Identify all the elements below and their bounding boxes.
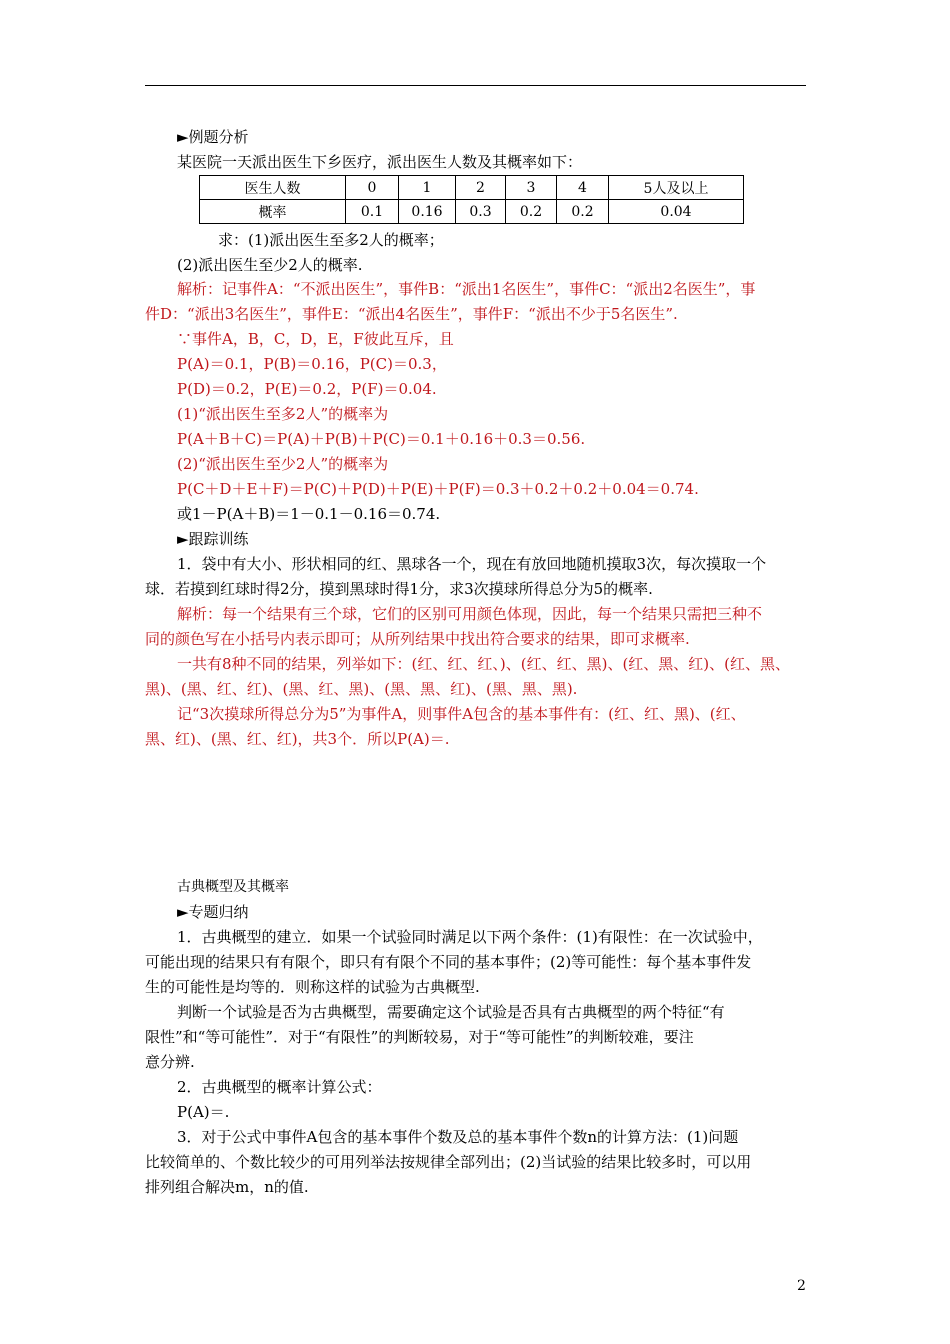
summary-line: 限性”和“等可能性”．对于“有限性”的判断较易，对于“等可能性”的判断较难，要注 — [145, 1028, 694, 1046]
table-row — [200, 200, 744, 224]
page-number: 2 — [797, 1278, 806, 1294]
table-cell: 2 — [456, 176, 506, 200]
summary-line: 判断一个试验是否为古典概型，需要确定这个试验是否具有古典概型的两个特征“有 — [177, 1003, 725, 1021]
practice-solution-line: 解析：每一个结果有三个球，它们的区别可用颜色体现，因此，每一个结果只需把三种不 — [177, 605, 763, 623]
summary-heading: ►专题归纳 — [177, 903, 249, 921]
table-cell: 0.1 — [346, 200, 399, 224]
table-cell: 概率 — [200, 200, 346, 224]
solution-line: (1)“派出医生至多2人”的概率为 — [177, 405, 389, 423]
table-row — [200, 176, 744, 200]
header-rule — [145, 85, 806, 86]
practice-solution-line: 记“3次摸球所得总分为5”为事件A，则事件A包含的基本事件有：(红、红、黑)、(红、 — [177, 705, 746, 723]
practice-heading: ►跟踪训练 — [177, 530, 249, 548]
table-cell: 0.2 — [506, 200, 557, 224]
section-title: 古典概型及其概率 — [177, 879, 289, 895]
question-1: 求：(1)派出医生至多2人的概率； — [218, 231, 444, 249]
summary-line: 1．古典概型的建立．如果一个试验同时满足以下两个条件：(1)有限性：在一次试验中， — [177, 928, 763, 946]
solution-line: (2)“派出医生至少2人”的概率为 — [177, 455, 389, 473]
summary-line: 排列组合解决m，n的值. — [145, 1178, 309, 1196]
solution-line: ∵事件A，B，C，D，E，F彼此互斥，且 — [177, 330, 454, 348]
summary-line: 3．对于公式中事件A包含的基本事件个数及总的基本事件个数n的计算方法：(1)问题 — [177, 1128, 739, 1146]
summary-line: 意分辨. — [145, 1053, 195, 1071]
table-cell: 0.16 — [399, 200, 456, 224]
solution-line: P(A＋B＋C)＝P(A)＋P(B)＋P(C)＝0.1＋0.16＋0.3＝0.56. — [177, 430, 586, 448]
table-cell: 1 — [399, 176, 456, 200]
table-cell: 0 — [346, 176, 399, 200]
table-cell: 5人及以上 — [609, 176, 744, 200]
table-cell: 3 — [506, 176, 557, 200]
example-intro: 某医院一天派出医生下乡医疗，派出医生人数及其概率如下： — [177, 153, 583, 171]
practice-problem-line: 1．袋中有大小、形状相同的红、黑球各一个，现在有放回地随机摸取3次，每次摸取一个 — [177, 555, 767, 573]
solution-line: 件D：“派出3名医生”，事件E：“派出4名医生”，事件F：“派出不少于5名医生”. — [145, 305, 678, 323]
question-2: (2)派出医生至少2人的概率. — [177, 256, 363, 274]
practice-solution-line: 同的颜色写在小括号内表示即可；从所列结果中找出符合要求的结果，即可求概率. — [145, 630, 690, 648]
solution-line: P(C＋D＋E＋F)＝P(C)＋P(D)＋P(E)＋P(F)＝0.3＋0.2＋0.2＋0.04＝0.74. — [177, 480, 699, 498]
table-cell: 0.04 — [609, 200, 744, 224]
table-cell: 0.2 — [557, 200, 609, 224]
table-cell: 0.3 — [456, 200, 506, 224]
practice-solution-line: 黑、红)、(黑、红、红)，共3个．所以P(A)＝. — [145, 730, 450, 748]
probability-table — [199, 175, 744, 224]
solution-line: P(A)＝0.1，P(B)＝0.16，P(C)＝0.3， — [177, 355, 447, 373]
solution-line: 解析：记事件A：“不派出医生”，事件B：“派出1名医生”，事件C：“派出2名医生”，事 — [177, 280, 756, 298]
example-heading: ►例题分析 — [177, 128, 249, 146]
summary-line: 可能出现的结果只有有限个，即只有有限个不同的基本事件；(2)等可能性：每个基本事件发 — [145, 953, 752, 971]
practice-problem-line: 球．若摸到红球时得2分，摸到黑球时得1分，求3次摸球所得总分为5的概率. — [145, 580, 653, 598]
practice-solution-line: 黑)、(黑、红、红)、(黑、红、黑)、(黑、黑、红)、(黑、黑、黑). — [145, 680, 578, 698]
summary-line: 比较简单的、个数比较少的可用列举法按规律全部列出；(2)当试验的结果比较多时，可以用 — [145, 1153, 752, 1171]
solution-line: 或1－P(A＋B)＝1－0.1－0.16＝0.74. — [177, 505, 441, 523]
table-cell: 4 — [557, 176, 609, 200]
table-cell: 医生人数 — [200, 176, 346, 200]
summary-line: 2．古典概型的概率计算公式： — [177, 1078, 382, 1096]
solution-line: P(D)＝0.2，P(E)＝0.2，P(F)＝0.04. — [177, 380, 437, 398]
summary-line: 生的可能性是均等的．则称这样的试验为古典概型. — [145, 978, 480, 996]
summary-line: P(A)＝. — [177, 1103, 230, 1121]
practice-solution-line: 一共有8种不同的结果，列举如下：(红、红、红、)、(红、红、黑)、(红、黑、红)、(红、黑、 — [177, 655, 791, 673]
